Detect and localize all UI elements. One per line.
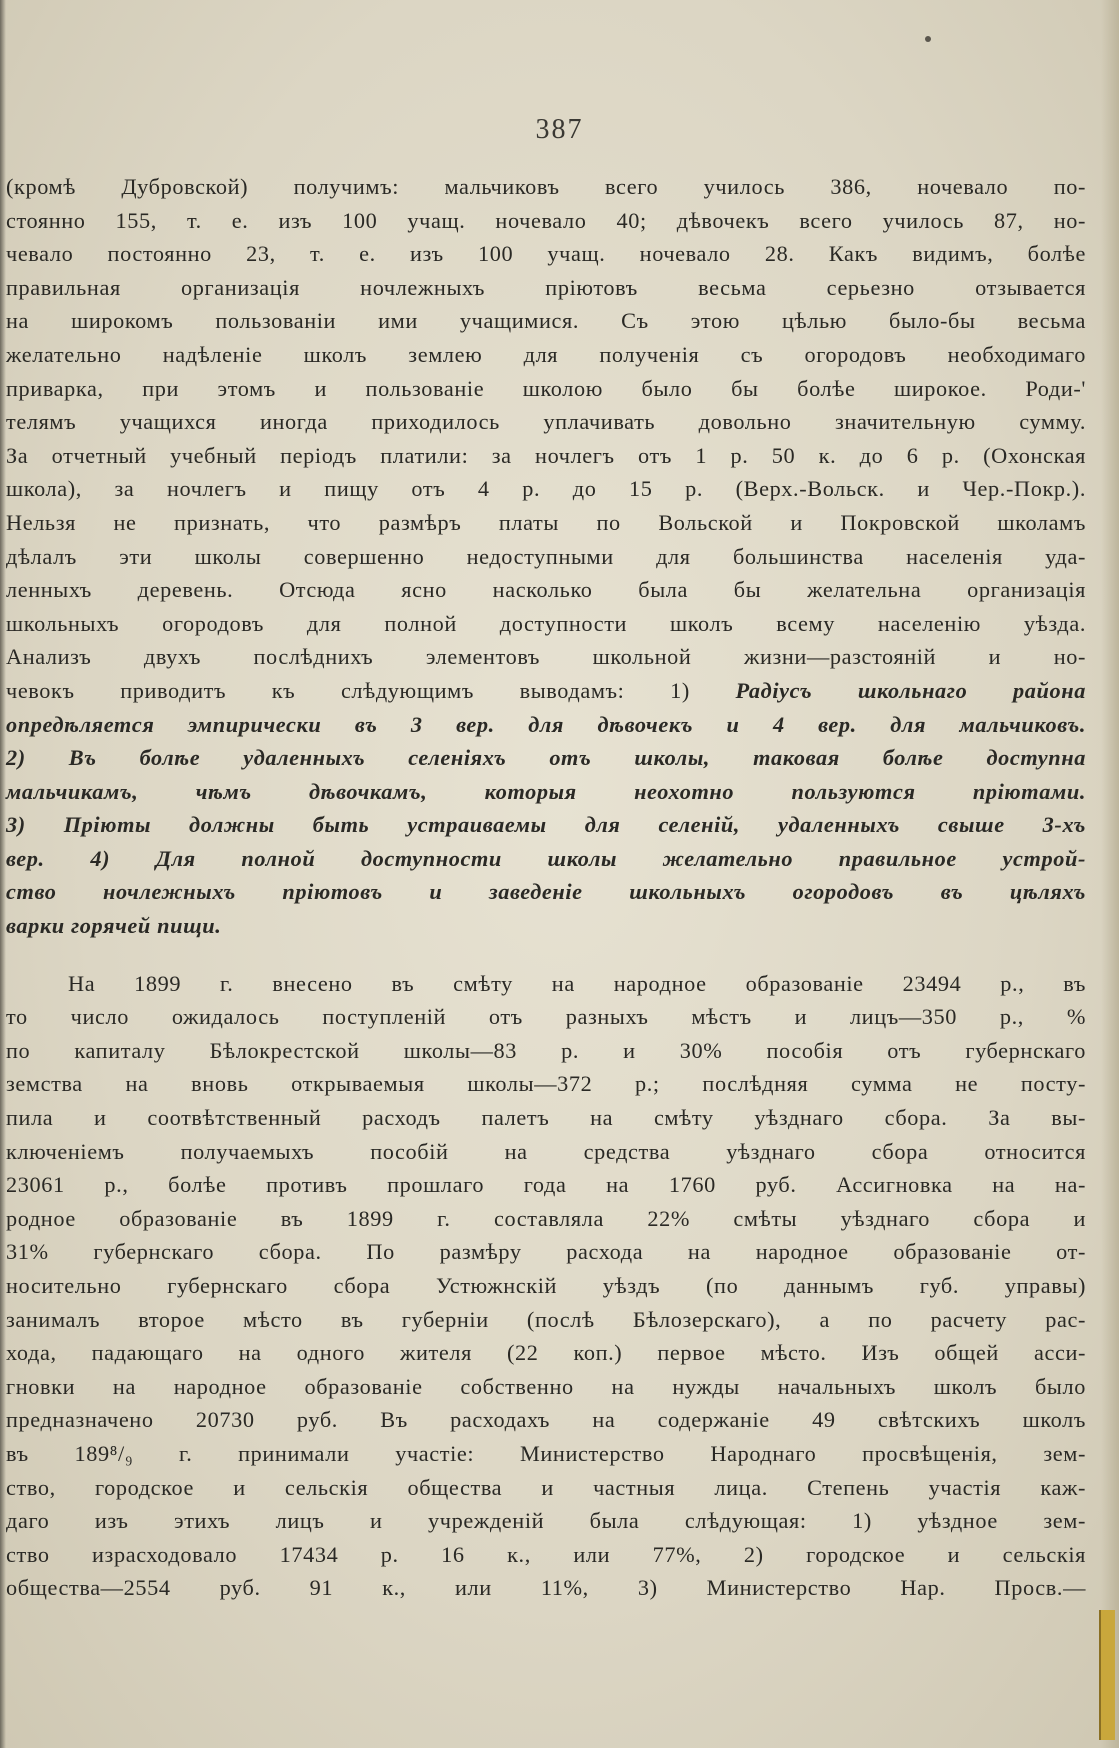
text-line: гновки на народное образованіе собственно на нужды начальныхъ школъ было	[6, 1373, 1086, 1399]
text-line: приварка, при этомъ и пользованіе школою было бы болѣе широкое. Роди-'	[6, 375, 1086, 401]
text-line: школа), за ночлегъ и пищу отъ 4 р. до 15 р. (Верх.-Вольск. и Чер.-Покр.).	[6, 476, 1086, 502]
text-line-mixed	[6, 674, 1086, 708]
page-edge	[1101, 0, 1119, 1748]
text-line: телямъ учащихся иногда приходилось уплачивать довольно значительную сумму.	[6, 409, 1086, 435]
text-line: 23061 р., болѣе противъ прошлаго года на 1760 руб. Ассигновка на на-	[6, 1172, 1086, 1198]
text-line: дѣлалъ эти школы совершенно недоступными для большинства населенія уда-	[6, 543, 1086, 569]
italic-line: 2) Въ болѣе удаленныхъ селеніяхъ отъ школы, таковая болѣе доступна	[6, 745, 1086, 771]
page-number: 387	[535, 114, 584, 145]
text-line: 31% губернскаго сбора. По размѣру расхода на народное образованіе от-	[6, 1239, 1086, 1265]
text-line: даго изъ этихъ лицъ и учрежденій была слѣдующая: 1) уѣздное зем-	[6, 1508, 1086, 1534]
text-line: Нельзя не признать, что размѣръ платы по Вольской и Покровской школамъ	[6, 509, 1086, 535]
text-line: За отчетный учебный періодъ платили: за ночлегъ отъ 1 р. 50 к. до 6 р. (Охонская	[6, 442, 1086, 468]
text-line: ленныхъ деревень. Отсюда ясно насколько была бы желательна организація	[6, 577, 1086, 603]
text-line: общества—2554 руб. 91 к., или 11%, 3) Министерство Нар. Просв.—	[6, 1575, 1086, 1601]
text-line: стоянно 155, т. е. изъ 100 учащ. ночевало 40; дѣвочекъ всего училось 87, но-	[6, 207, 1086, 233]
text-line: занималъ второе мѣсто въ губерніи (послѣ Бѣлозерскаго), а по расчету рас-	[6, 1306, 1086, 1332]
text-line: (кромѣ Дубровской) получимъ: мальчиковъ всего училось 386, ночевало по-	[6, 174, 1086, 199]
paragraph-2	[6, 967, 1086, 1605]
text-line: чевало постоянно 23, т. е. изъ 100 учащ. ночевало 28. Какъ видимъ, болѣе	[6, 241, 1086, 267]
text-line: На 1899 г. внесено въ смѣту на народное образованіе 23494 р., въ	[68, 970, 1086, 996]
text-line: школьныхъ огородовъ для полной доступности школъ всему населенію уѣзда.	[6, 610, 1086, 636]
italic-line: ство ночлежныхъ пріютовъ и заведеніе школьныхъ огородовъ въ цѣляхъ	[6, 879, 1086, 905]
italic-line: вер. 4) Для полной доступности школы желательно правильное устрой-	[6, 845, 1086, 871]
text-line: то число ожидалось поступленій отъ разныхъ мѣстъ и лицъ—350 р., %	[6, 1004, 1086, 1030]
paragraph-1	[6, 170, 1086, 943]
text-line: по капиталу Бѣлокрестской школы—83 р. и 30% пособія отъ губернскаго	[6, 1037, 1086, 1063]
text-line: въ 189⁸/₉ г. принимали участіе: Министерство Народнаго просвѣщенія, зем-	[6, 1440, 1086, 1466]
body-text	[6, 170, 1086, 1605]
text-line: правильная организація ночлежныхъ пріютовъ весьма серьезно отзывается	[6, 274, 1086, 300]
text-run: чевокъ приводитъ къ слѣдующимъ выводамъ: 1)	[6, 677, 690, 703]
paragraph-gap	[6, 943, 1086, 967]
ink-speck	[925, 36, 931, 42]
text-line: Анализъ двухъ послѣднихъ элементовъ школьной жизни—разстояній и но-	[6, 644, 1086, 670]
text-line: родное образованіе въ 1899 г. составляла 22% смѣты уѣзднаго сбора и	[6, 1205, 1086, 1231]
text-line: ство израсходовало 17434 р. 16 к., или 77%, 2) городское и сельскія	[6, 1541, 1086, 1567]
text-line: земства на вновь открываемыя школы—372 р.; послѣдняя сумма не посту-	[6, 1071, 1086, 1097]
text-line: на широкомъ пользованіи ими учащимися. Съ этою цѣлью было-бы весьма	[6, 308, 1086, 334]
text-line: предназначено 20730 руб. Въ расходахъ на содержаніе 49 свѣтскихъ школъ	[6, 1407, 1086, 1433]
text-line: пила и соотвѣтственный расходъ палетъ на смѣту уѣзднаго сбора. За вы-	[6, 1105, 1086, 1131]
text-line: ключеніемъ получаемыхъ пособій на средства уѣзднаго сбора относится	[6, 1138, 1086, 1164]
italic-line: опредѣляется эмпирически въ 3 вер. для дѣвочекъ и 4 вер. для мальчиковъ.	[6, 711, 1086, 737]
italic-run: Радіусъ школьнаго района	[735, 677, 1086, 703]
text-line: ство, городское и сельскія общества и частныя лица. Степень участія каж-	[6, 1474, 1086, 1500]
text-line: желательно надѣленіе школъ землею для полученія съ огородовъ необходимаго	[6, 341, 1086, 367]
italic-line: 3) Пріюты должны быть устраиваемы для селеній, удаленныхъ свыше 3-хъ	[6, 812, 1086, 838]
italic-line: варки горячей пищи.	[6, 913, 222, 939]
text-line: носительно губернскаго сбора Устюжнскій уѣздъ (по даннымъ губ. управы)	[6, 1273, 1086, 1298]
bookmark-tab	[1099, 1610, 1115, 1740]
italic-line: мальчикамъ, чѣмъ дѣвочкамъ, которыя неохотно пользуются пріютами.	[6, 778, 1086, 804]
text-line: хода, падающаго на одного жителя (22 коп.) первое мѣсто. Изъ общей асси-	[6, 1340, 1086, 1366]
